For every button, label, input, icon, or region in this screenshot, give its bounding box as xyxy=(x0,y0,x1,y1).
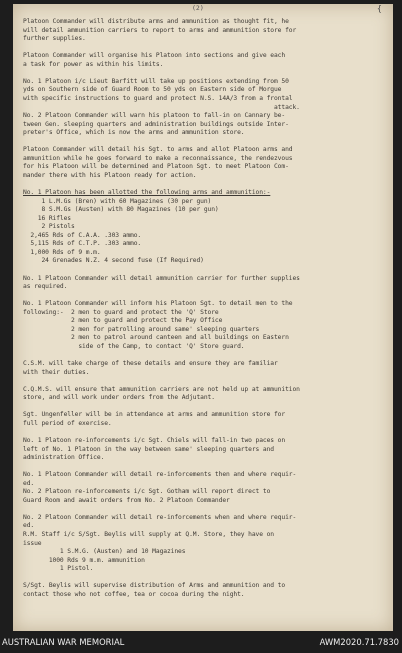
archive-name: AUSTRALIAN WAR MEMORIAL xyxy=(2,637,125,647)
document-line: 2 men for patrolling around same' sleeping quarters xyxy=(23,325,260,333)
document-line: a task for power as within his limits. xyxy=(23,60,164,68)
document-line: with specific instructions to guard and protect N.S. 14A/3 from a frontal xyxy=(23,94,293,102)
document-line: ed. xyxy=(23,479,35,487)
document-line: ammunition while he goes forward to make a reconnaissance, the rendezvous xyxy=(23,154,293,162)
document-line: 2 Pistols xyxy=(23,223,75,231)
document-line: side of the Camp, to contact 'Q' Store guard. xyxy=(23,342,245,350)
document-line: 2 men to guard and protect the Pay Office xyxy=(23,317,223,325)
document-line: C.Q.M.S. will ensure that ammunition carriers are not held up at ammunition xyxy=(23,385,300,393)
document-line: 24 Grenades N.Z. 4 second fuse (If Required) xyxy=(23,257,204,265)
document-line: as required. xyxy=(23,283,68,291)
document-line: 5,115 Rds of C.T.P. .303 ammo. xyxy=(23,240,142,248)
document-line: following:- 2 men to guard and protect the 'Q' Store xyxy=(23,308,219,316)
document-line: issue xyxy=(23,539,42,547)
document-line: mander there with his Platoon ready for action. xyxy=(23,171,197,179)
document-line: full period of exercise. xyxy=(23,419,112,427)
document-line: store, and will work under orders from the Adjutant. xyxy=(23,394,215,402)
document-line: 2,465 Rds of C.A.A. .303 ammo. xyxy=(23,231,142,239)
document-line: 1000 Rds 9 m.m. ammunition xyxy=(23,556,145,564)
document-line: No. 1 Platoon Commander will inform his Platoon Sgt. to detail men to the xyxy=(23,300,293,308)
document-line: Platoon Commander will detail his Sgt. to arms and allot Platoon arms and xyxy=(23,146,293,154)
document-line: No. 2 Platoon Commander will detail re-inforcements when and where requir- xyxy=(23,513,297,521)
document-line: left of No. 1 Platoon in the way between same' sleeping quarters and xyxy=(23,445,274,453)
footer-bar xyxy=(0,633,402,653)
document-line: No. 1 Platoon re-inforcements i/c Sgt. Chiels will fall-in two paces on xyxy=(23,436,286,444)
document-line: further supplies. xyxy=(23,35,86,43)
document-line: No. 2 Platoon Commander will warn his platoon to fall-in on Cannary be- xyxy=(23,112,286,120)
document-page xyxy=(13,4,393,631)
document-line: Platoon Commander will distribute arms and ammunition as thought fit, he xyxy=(23,18,289,25)
corner-mark: { xyxy=(377,4,382,13)
document-line: Sgt. Ungenfeller will be in attendance at arms and ammunition store for xyxy=(23,411,286,419)
document-line: tween Gen. sleeping quarters and administration buildings outside Inter- xyxy=(23,120,289,128)
document-line: for his Platoon will be determined and Platoon Sgt. to meet Platoon Com- xyxy=(23,163,289,171)
document-line: will detail ammunition carriers to report to arms and ammunition store for xyxy=(23,26,297,34)
document-line: 16 Rifles xyxy=(23,214,71,222)
document-line: No. 2 Platoon re-inforcements i/c Sgt. Gotham will report direct to xyxy=(23,488,271,496)
document-line: S/Sgt. Beylis will supervise distribution of Arms and ammunition and to xyxy=(23,582,286,590)
document-line: administration Office. xyxy=(23,454,105,462)
document-line: Guard Room and await orders from No. 2 Platoon Commander xyxy=(23,496,230,504)
document-line: No. 1 Platoon i/c Lieut Barfitt will take up positions extending from 50 xyxy=(23,77,289,85)
page-number: (2) xyxy=(192,4,204,12)
document-line: No. 1 Platoon Commander will detail re-inforcements then and where requir- xyxy=(23,471,297,479)
catalogue-number: AWM2020.71.7830 xyxy=(319,637,399,647)
document-line: preter's Office, which is now the arms and ammunition store. xyxy=(23,129,245,137)
document-line: 8 S.M.Gs (Austen) with 80 Magazines (10 per gun) xyxy=(23,206,219,214)
document-line: 1 Pistol. xyxy=(23,565,94,573)
document-line: 1 S.M.G. (Austen) and 10 Magazines xyxy=(23,548,186,556)
document-line: No. 1 Platoon Commander will detail ammunition carrier for further supplies xyxy=(23,274,300,282)
document-line: 1 L.M.Gs (Bren) with 60 Magazines (30 per gun) xyxy=(23,197,212,205)
document-line: 2 men to patrol around canteen and all buildings on Eastern xyxy=(23,334,289,342)
document-line: 1,000 Rds of 9 m.m. xyxy=(23,248,101,256)
document-line: yds on Southern side of Guard Room to 50 yds on Eastern side of Morgue xyxy=(23,86,282,94)
document-line: with their duties. xyxy=(23,368,90,376)
document-line: attack. xyxy=(23,103,300,111)
document-line: No. 1 Platoon has been allotted the following arms and ammunition:- xyxy=(23,189,271,196)
document-line: R.M. Staff i/c S/Sgt. Beylis will supply at Q.M. Store, they have on xyxy=(23,531,274,538)
document-line: C.S.M. will take charge of these details and ensure they are familiar xyxy=(23,360,278,367)
document-line: contact those who not coffee, tea or cocoa during the night. xyxy=(23,590,245,598)
document-line: ed. xyxy=(23,522,35,530)
document-line: Platoon Commander will organise his Platoon into sections and give each xyxy=(23,52,286,60)
